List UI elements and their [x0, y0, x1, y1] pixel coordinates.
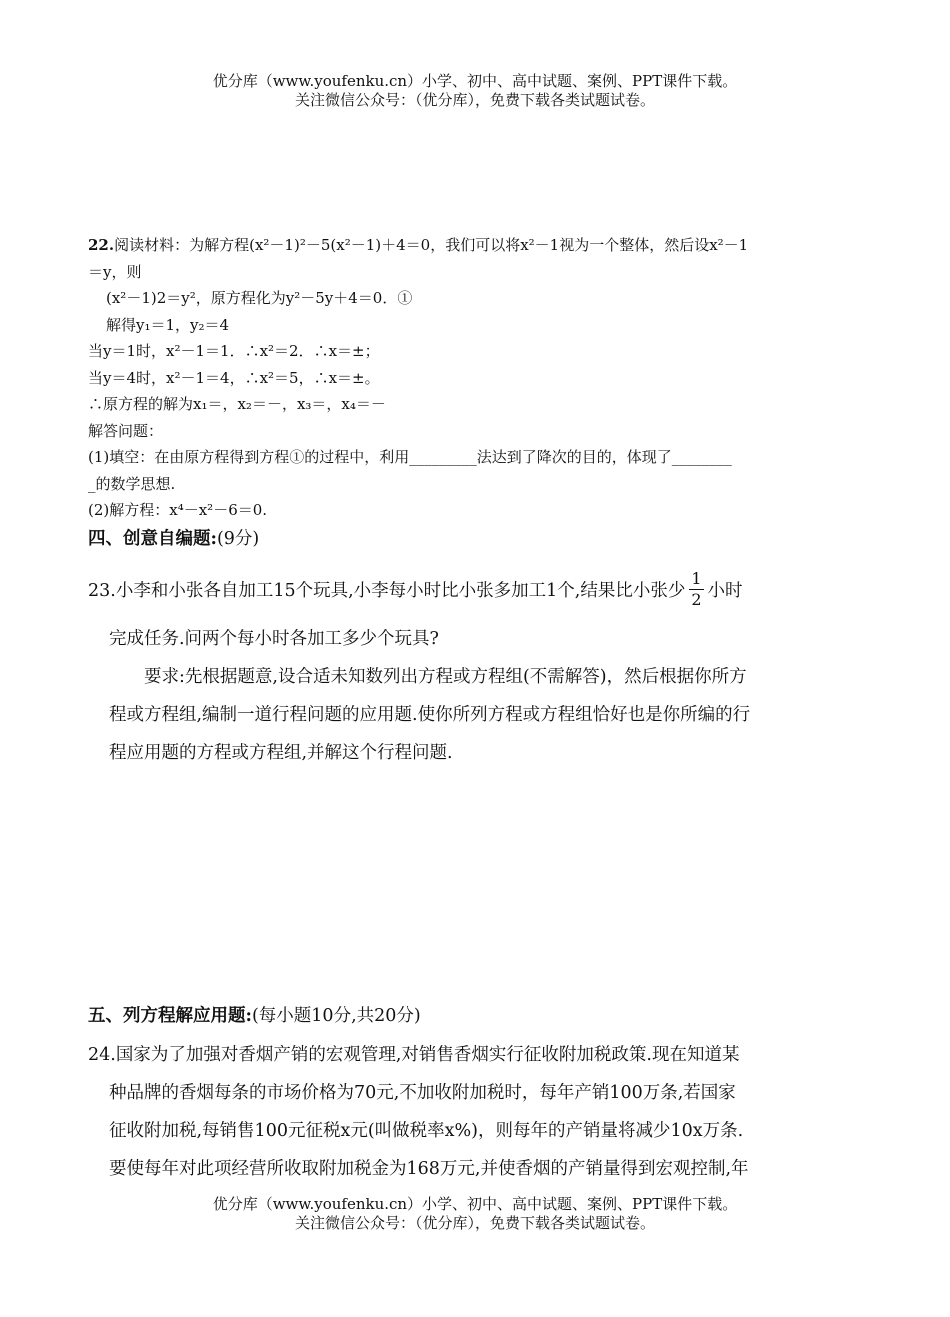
q22-line: (2)解方程：x⁴－x²－6＝0.	[88, 501, 268, 519]
q23-stem: 23.小李和小张各自加工15个玩具,小李每小时比小张多加工1个,结果比小张少 $\frac{1}{2}$ 小时	[88, 568, 743, 609]
banner-line-1: 优分库（www.youfenku.cn）小学、初中、高中试题、案例、PPT课件下载。	[212, 1195, 738, 1213]
q24-line: 种品牌的香烟每条的市场价格为70元,不加收附加税时，每年产销100万条,若国家	[109, 1083, 736, 1103]
section-5-title: 五、列方程解应用题:	[88, 1006, 252, 1026]
section-5-score: (每小题10分,共20分)	[251, 1006, 421, 1026]
question-22	[88, 232, 868, 524]
banner-line-2: 关注微信公众号：（优分库），免费下载各类试题试卷。	[294, 1214, 655, 1232]
footer-banner	[0, 1195, 950, 1233]
q24-line: 要使每年对此项经营所收取附加税金为168万元,并使香烟的产销量得到宏观控制,年	[109, 1159, 749, 1179]
q22-number: 22.	[88, 236, 115, 254]
header-banner	[0, 72, 950, 110]
q22-line: _的数学思想.	[88, 474, 176, 493]
q23-stem-continued: 完成任务.问两个每小时各加工多少个玩具?	[109, 629, 439, 649]
q22-line: ∴原方程的解为x₁＝，x₂＝－，x₃＝，x₄＝－	[88, 395, 386, 413]
q22-line: 当y＝1时，x²－1＝1．∴x²＝2．∴x＝±；	[88, 342, 380, 360]
question-23	[88, 558, 868, 772]
q24-line: 征收附加税,每销售100元征税x元(叫做税率x%)，则每年的产销量将减少10x万条.	[109, 1121, 744, 1141]
q22-line: (x²－1)2＝y²，原方程化为y²－5y＋4＝0．①	[106, 289, 413, 307]
q22-line: 当y＝4时，x²－1＝4，∴x²＝5，∴x＝±。	[88, 368, 380, 387]
section-4-heading	[88, 525, 259, 550]
banner-line-1: 优分库（www.youfenku.cn）小学、初中、高中试题、案例、PPT课件下载。	[212, 72, 738, 90]
banner-line-2: 关注微信公众号：（优分库），免费下载各类试题试卷。	[294, 91, 655, 109]
q24-line: 24.国家为了加强对香烟产销的宏观管理,对销售香烟实行征收附加税政策.现在知道某	[88, 1045, 740, 1065]
q22-line: 解得y₁＝1，y₂＝4	[106, 315, 230, 334]
section-4-score: (9分)	[216, 529, 260, 549]
section-5-heading	[88, 1002, 421, 1027]
fraction-one-half: $\frac{1}{2}$	[691, 568, 702, 609]
question-24	[88, 1036, 868, 1188]
q22-line: ＝y，则	[88, 262, 142, 281]
q22-line: 22.阅读材料：为解方程(x²－1)²－5(x²－1)＋4＝0，我们可以将x²－1视为一个整体，然后设x²－1	[88, 236, 749, 254]
q23-requirement: 要求:先根据题意,设合适未知数列出方程或方程组(不需解答)，然后根据你所方 程或方程组,编制一道行程问题的应用题.使你所列方程或方程组恰好也是你所编的行 程应用题的方程或方程组,并解这个行程问题.	[109, 667, 751, 763]
section-4-title: 四、创意自编题:	[88, 529, 217, 549]
q22-line: (1)填空：在由原方程得到方程①的过程中，利用_________法达到了降次的目的，体现了________	[88, 448, 732, 466]
q22-line: 解答问题：	[88, 421, 164, 440]
